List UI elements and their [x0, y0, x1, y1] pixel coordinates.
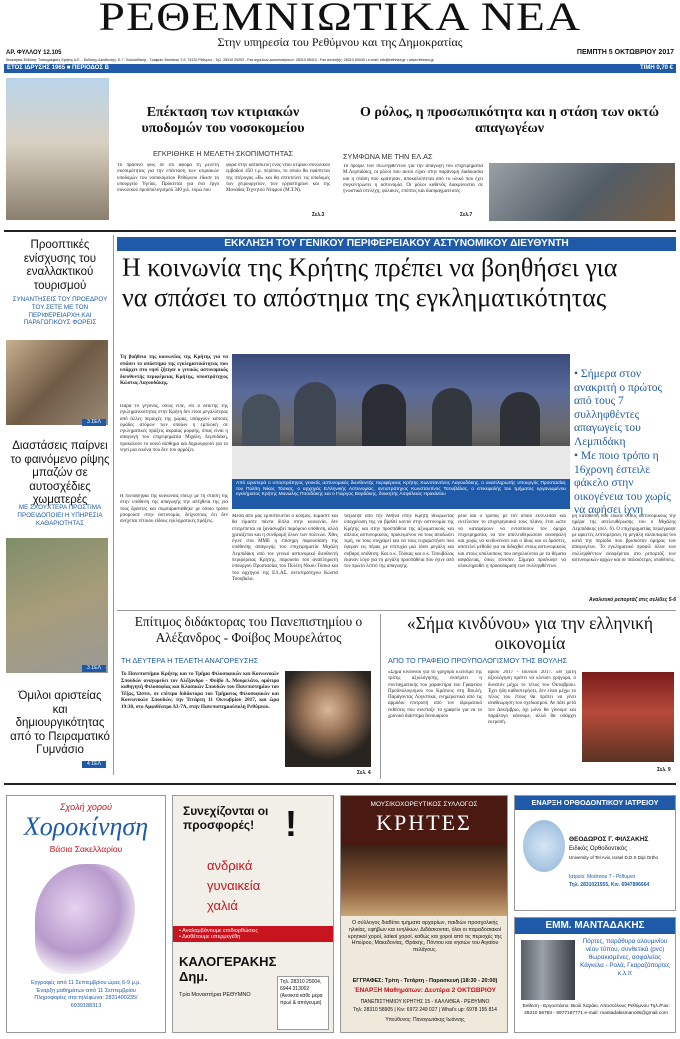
economy-kicker: ΑΠΟ ΤΟ ΓΡΑΦΕΙΟ ΠΡΟΫΠΟΛΟΓΙΣΜΟΥ ΤΗΣ ΒΟΥΛΗΣ	[388, 656, 568, 665]
economy-body-2: αρίου 2017 - Ιουνίου 2017. «Η τρίτη αξιολόγηση πρέπει να κλείσει γρήγορα, ο δυνατόν μέχρι το τέλος του Οκτωβρίου. Έχει ήδη καθυστερήσει, δεν είναι μέχρι το τέλος του έτους θα πρέπει να γίνει αναθεώρηση του σχεδιασμού. Αν πάει μετά τον Δεκέμβριο, όχι μόνο θα γίνουμε και παράλογο κάνουμε, αλλά θα υπάρχει εκτροπή.	[488, 670, 576, 726]
ad-carpets-item: χαλιά	[207, 898, 238, 913]
lead-sidebar	[574, 368, 676, 518]
ad-mantadakis-name: ΕΜΜ. ΜΑΝΤΑΔΑΚΗΣ	[515, 918, 675, 934]
tourism-headline[interactable]: Προοπτικές ενίσχυσης του εναλλακτικού τουρισμού	[23, 239, 97, 292]
ad-orthodontist-title: Ειδικός Ορθοδοντικός	[569, 846, 628, 852]
ad-carpets-item: γυναικεία	[207, 878, 261, 893]
ad-carpets[interactable]	[172, 795, 334, 1033]
professor-kicker: ΤΗ ΔΕΥΤΕΡΑ Η ΤΕΛΕΤΗ ΑΝΑΓΟΡΕΥΣΗΣ	[121, 656, 259, 665]
hostages-kicker: ΣΥΜΦΩΝΑ ΜΕ ΤΗΝ ΕΛ.ΑΣ	[343, 152, 433, 161]
person-figure	[362, 384, 406, 454]
ad-dance-school-label: Σχολή χορού	[60, 802, 112, 812]
hospital-body-2: φορά στην κατασκευή ενός νέου κτιρίου συνολικού εμβαδού 450 τ.μ. περίπου, το οποίο θα εφάπτεται της πτέρυγας «Β» και θα επεκτείνει τις υποδομές των χειρουργείων, των εργαστηρίων και της Μονάδας Τεχνητού Νεφρού (Μ.Τ.Ν).	[226, 163, 330, 194]
lead-banner: ΕΚΚΛΗΣΗ ΤΟΥ ΓΕΝΙΚΟΥ ΠΕΡΙΦΕΡΕΙΑΚΟΥ ΑΣΤΥΝΟΜΙΚΟΥ ΔΙΕΥΘΥΝΤΗ	[117, 237, 676, 251]
ad-carpets-offer-2: • Διαθέτουμε υπερμεγέθη	[179, 934, 241, 940]
mid-divider	[117, 610, 676, 611]
ad-mantadakis-text: Πόρτες, παράθυρα αλουμινίου νέου τύπου, συνθετικά (pvc) θωρακισμένες, ασφαλείας Κάγκελα - Ρολά, Γκαραζόπορτες κ.λ.π	[580, 938, 670, 977]
lead-headline[interactable]: Η κοινωνία της Κρήτης πρέπει να βοηθήσει για να σπάσει το απόστημα της εγκληματικότητας	[122, 253, 618, 312]
professor-photo	[285, 671, 371, 767]
lead-body-2: Μέσα από μας εμπιστεύεται ο κόσμος. Είμαστε και θα είμαστε πάντα δίπλα στην κοινωνία, δεν επιτρέπεται να ξανασυμβεί παρόμοιο υπόθεση, αλλά χρειάζεται και η συνδρομή όλων των πολιτών. Χθες έγινε στα ΜΜΕ η επίσημη παρουσίαση της υπόθεσης απαγωγής του επιχειρηματία Μιχάλη Λεμπιδάκη από τον γενικό αστυνομικό διευθυντή περιφέρειας Κρήτης, παρουσία του αναπληρωτή υπουργού Προστασίας του Πολίτη Νίκου Τόσκα και του αρχηγού της ΕΛ.ΑΣ. αντιστράτηγου Κώστα Τσουβαλα.	[232, 514, 338, 582]
issue-number: ΑΡ. ΦΥΛΛΟΥ 12.105	[6, 50, 62, 56]
hospital-kicker: ΕΓΚΡΙΘΗΚΕ Η ΜΕΛΕΤΗ ΣΚΟΠΙΜΟΤΗΤΑΣ	[153, 149, 293, 158]
ad-krites-phone: Τηλ: 28310 58905 | Κιν: 6972 249 027 | What's up: 6978 155 814	[353, 1007, 497, 1013]
ad-orthodontist-phone: Τηλ. 2831021555, Κιν. 6947896664	[569, 882, 650, 888]
hospital-page-ref[interactable]: Σελ.3	[312, 212, 325, 218]
ads-divider	[4, 783, 676, 785]
ad-carpets-offers	[173, 926, 333, 942]
person-figure	[294, 382, 336, 454]
gymnasium-page-ref[interactable]: 4 ΣΕΛ	[82, 761, 106, 768]
ad-krites-registration: ΕΓΓΡΑΦΕΣ: Τρίτη - Τετάρτη - Παρασκευή (18:30 - 20:00)	[352, 978, 498, 984]
lead-body-1b: Η πλειοψηφία της κοινωνίας έδειξε με τη στάση της στην υπόθεση της απαγωγής την απέχθεια της για τους δράστες και συμπαραστάθηκε με όποιο τρόπο μπορούσε στην αστυνομία, δείχνοντας ότι δεν ανέχεται τέτοιου είδους εγκληματικές πράξεις.	[120, 494, 228, 525]
ad-krites-address: ΠΑΝΕΠΙΣΤΗΜΙΟΥ ΚΡΗΤΗΣ 15 - ΚΑΛΛΙΘΕΑ - ΡΕΘΥΜΝΟ	[360, 999, 490, 1005]
masthead	[0, 0, 680, 49]
exclamation-icon: !	[285, 803, 297, 844]
sidebar-point-1: • Σήμερα στον ανακριτή ο πρώτος από τους 7 συλληφθέντες απαγωγείς του Λεμπιδάκη	[574, 368, 663, 448]
lead-intro: Τη βοήθεια της κοινωνίας της Κρήτης για να σπάσει το απόστημα της εγκληματικότητας που υπάρχει στο νησί ζήτησε ο γενικός αστυνομικός διευθυντής περιφέρειας Κρήτης, υποστράτηγος Κώστας Λαγουδάκης.	[120, 354, 228, 386]
economy-page-ref[interactable]: Σελ. 9	[657, 767, 671, 773]
lead-photo	[232, 354, 570, 479]
info-bar: ΕΤΟΣ ΙΔΡΥΣΗΣ 1965 ■ ΠΕΡΙΟΔΟΣ Β ΤΙΜΗ 0,70 €	[4, 64, 676, 73]
lead-body-4: ρεια και ο τρόπος με τον οποίο εκτέλεσαν και εκτέλεσαν το επιχειρησιακό τους πλάνο, έτσι ώστε να καταφέρουν να εντοπίσουν τον όμηρο επιχειρηματία, να τον απελευθερώσουν ανασφαλή και χωρίς να κινδυνεύσει και ο ίδιος και οι δράστες, αποτελεί μέθοδο για να διδαχθεί στους αστυνομικούς και στους υπόλοιπους που ασχολούνται με τα θέματα ασφάλειας, όπως τόνισαν. Σήμερα προέκυψε να ολοκληρωθεί η προανάκριση των συλληφθέντων.	[458, 514, 566, 570]
ad-orthodontist[interactable]	[514, 795, 676, 911]
newspaper-subtitle: Στην υπηρεσία του Ρεθύμνου και της Δημοκρατίας	[217, 35, 463, 49]
bottom-column-divider	[380, 614, 381, 779]
rubble-photo	[6, 538, 108, 673]
ad-mantadakis[interactable]	[514, 917, 676, 1033]
ad-dance-school-name: Χοροκίνηση	[23, 812, 149, 841]
ad-krites[interactable]	[340, 795, 508, 1033]
ad-krites-photo	[341, 846, 507, 916]
ad-carpets-item: ανδρικά	[207, 858, 253, 873]
ad-krites-org: ΜΟΥΣΙΚΟΧΟΡΕΥΤΙΚΟΣ ΣΥΛΛΟΓΟΣ	[370, 801, 478, 808]
professor-page-ref[interactable]: Σελ. 4	[357, 770, 371, 776]
ad-carpets-phone: Τηλ. 28310 25004, 6944 313002 (Ανοικτά κάθε μέρα πρωί & απόγευμα)	[277, 976, 329, 1030]
professor-body: Το Πανεπιστήμιο Κρήτης και το Τμήμα Φιλοσοφικών και Κοινωνικών Σπουδών αναγορεύει τον Αλέξανδρο - Φοίβο Δ. Μουρελάτο, ομότιμο καθηγητή Φιλοσοφίας και Κλασικών Σπουδών του Πανεπιστημίου του Τέξας, Ώστιν, σε επίτιμο διδάκτορα του Τμήματος Φιλοσοφικών και Κοινωνικών Σπουδών, την Τετάρτη 11 Οκτωβρίου 2017, και ώρα 19:30, στο Αμφιθέατρο Δ3-7Α, στην Πανεπιστημιούπολη Ρεθύμνου.	[121, 671, 279, 710]
hospital-body-1: Το πράσινο φως σε ότι αφορά τη μελέτη σκοπιμότητας για την επέκταση των κτιριακών υποδομών του νοσοκομείου Ρεθύμνου έδωσε το υπουργείο Υγείας. Πρόκειται για ένα έργο συνολικού προϋπολογισμού 340 χιλ. ευρώ που	[117, 163, 219, 194]
top-divider	[4, 230, 676, 232]
ad-mantadakis-address: Έκθεση - Εργοστάσιο: Βιολί Χαράκι, Αποστόλους Ρεθύμνου Τηλ./Fax: 28310 56783 - 6977187771 e-mail: mantadakismanolis@gmail.com	[522, 1004, 670, 1016]
economy-body-1: «Σήμα κινδύνου για το γρήγορο κλείσιμο της τρίτης αξιολόγησης, εκπέμπει η συνταγματικής του χαρακτήρα του Γραφείου Προϋπολογισμού του Κράτους στη Βουλή, Παράγοντας Λογιστικά, ενημερωτικά από τις αρμόδιο επιτροπή από τον ιδρυματικό εκθέσεις που συνέταξε το γραφείο για να το χρονικό διάστημα Ιανουαρίου	[388, 670, 482, 720]
ad-carpets-items	[207, 856, 307, 916]
hospital-headline[interactable]: Επέκταση των κτιριακών υποδομών του νοσοκομείου	[141, 105, 305, 136]
person-figure	[432, 388, 472, 454]
hostages-photo	[489, 163, 675, 221]
hospital-photo	[6, 78, 109, 220]
ad-orthodontist-address: Ιατρείο: Μοάτσου 7 - Ρέθυμνο	[569, 874, 636, 880]
rubble-kicker: ΜΕ ΣΧΟΥΧΤΕΡΑ ΠΡΟΣΤΙΜΑ ΠΡΟΕΙΔΟΠΟΙΕΙ Η ΥΠΗΡΕΣΙΑ ΚΑΘΑΡΙΟΤΗΤΑΣ	[17, 504, 103, 527]
lead-body-3: ταξίδεψε από την Αθήνα στην Κρήτη θεωρώντας υποχρέωση της να βρεθεί κοντά στην αστυνομία της Κρήτης και στην προσπάθεια της αξιωματικούς και απλούς αστυνομικούς, προκειμένου να τους αποδώσει τιμή, να τους συγχαρεί και να τους ευχαριστήσει που έφεραν εις πέρας με επιτυχία μια τόσο μεγάλη και σοβαρή υπόθεση. Και ο κ. Τόσκας και ο κ. Τσουβάλας έκαναν λόγο για τη μεγάλη προσπάθεια που έγινε από τον πρώτο λεπτό της απαγωγής.	[344, 514, 454, 570]
parliament-photo	[582, 672, 674, 762]
ad-carpets-address: Τρία Μοναστήρια ΡΕΘΥΜΝΟ	[179, 992, 251, 998]
professor-headline[interactable]: Επίτιμος διδάκτορας του Πανεπιστημίου ο Αλέξανδρος - Φοίβος Μουρελάτος	[134, 614, 363, 645]
dancer-illustration	[35, 864, 135, 974]
ad-carpets-headline: Συνεχίζονται οι προσφορές!	[183, 804, 269, 832]
rubble-headline[interactable]: Διαστάσεις παίρνει το φαινόμενο ρίψης μπαζών σε αυτοσχέδιες χωματερές	[10, 440, 110, 506]
tourism-photo	[6, 340, 108, 425]
rubble-page-ref[interactable]: 3 ΣΕΛ	[82, 665, 106, 672]
newspaper-title: ΡΕΘΕΜΝΙΩΤΙΚΑ ΝΕΑ	[98, 0, 582, 39]
ad-dance-school[interactable]	[6, 795, 166, 1033]
lead-page-ref[interactable]: Αναλυτικό ρεπορτάζ στις σελίδες 5-6	[589, 597, 676, 603]
ad-dance-school-person: Βάσια Σακελλαρίου	[49, 844, 123, 854]
ad-carpets-offer-1: • Αναλαμβάνουμε επιδιορθώσεις	[179, 928, 258, 934]
hostages-page-ref[interactable]: Σελ.7	[460, 212, 473, 218]
price: ΤΙΜΗ 0,70 €	[639, 65, 673, 71]
press-table	[232, 446, 570, 479]
ad-krites-responsible: Υπεύθυνος: Παναγιωτάκης Ιωάννης	[385, 1017, 465, 1023]
ad-orthodontist-university: University of Tel Aviv, Israel D.D.S Dipl Ortho	[569, 855, 659, 860]
year-founded: ΕΤΟΣ ΙΔΡΥΣΗΣ 1965	[7, 65, 66, 71]
sidebar-point-2: • Με ποιο τρόπο η 16χρονη έστειλε φάκελο στην οικογένεια του χωρίς να αφήσει ίχνη	[574, 450, 671, 516]
lead-body-5: ρη κατάθεση που έδωσε στους αστυνομικούς την ημέρα της απελευθέρωσης του ο Μιχάλης Λεμπιδάκης (σελ. 6). Ο επιχειρηματίας περιέγραψε με αρκετές λεπτομέρειες τη μεγάλη ταλαιπωρία του κατά την περίοδο που βρισκόταν όμηρος των απαγωγέων. Το εγκληματικό προφίλ όλων των συλληφθέντων αναφέρεται στο ρεπορτάζ των αστυνομικών αρχών και σε παλαιότερες υποθέσεις.	[572, 514, 676, 564]
gymnasium-headline[interactable]: Όμιλοι αριστείας και δημιουργικότητας από το Πειραματικό Γυμνάσιο	[10, 690, 110, 756]
tourism-kicker: ΣΥΝΑΝΤΗΣΕΙΣ ΤΟΥ ΠΡΟΕΔΡΟΥ ΤΟΥ ΣΕΤΕ ΜΕ ΤΟΝ ΠΕΡΙΦΕΡΕΙΑΡΧΗ ΚΑΙ ΠΑΡΑΓΩΓΙΚΟΥΣ ΦΟΡΕΙΣ	[12, 296, 108, 327]
issue-date: ΠΕΜΠΤΗ 5 ΟΚΤΩΒΡΙΟΥ 2017	[576, 49, 674, 56]
hostages-headline[interactable]: Ο ρόλος, η προσωπικότητα και η στάση των οκτώ απαγωγέων	[360, 105, 659, 136]
lead-photo-caption: Από αριστερά ο υποστράτηγος γενικός αστυνομικός διευθυντής περιφέρειας Κρήτης Κωνσταντίνος Λαγουδάκης, ο αναπληρωτής υπουργός Προστασίας του Πολίτη Νίκος Τόσκας, ο αρχηγός ΕΛληνικής Αστυνομίας, αντιστράτηγος Κωνσταντίνος Τσουβάλας, ο επικεφαλής του τμήματος οργανωμένου εγκλήματος Κρήτης Μανώλης Πιτσιδάκης και ο Γιώργος Βαρδάκης, διοικητής Ασφάλειας Ηρακλείου	[232, 479, 570, 509]
tourism-page-ref[interactable]: 3 ΣΕΛ	[82, 419, 106, 426]
lead-body-1: Παρά το γεγονός, όπως είπε, ότι ο δείκτης της εγκληματικότητας στην Κρήτη δεν είναι μεγαλύτερος από άλλες περιοχές της χώρας, υπάρχουν κάποιες ομάδες ατόμων των οποίων η εμπλοκή σε εγκληματικές πράξεις ακραίας μορφής, όπως είναι η απαγωγή του επιχειρηματία Μιχάλη Λεμπιδάκη, προκαλούν το κοινό αίσθημα και δημιουργούν για το νησί μια εικόνα που δεν του αρμόζει.	[120, 404, 228, 454]
ad-krites-start: ΈΝΑΡΞΗ Μαθημάτων: Δευτέρα 2 ΟΚΤΩΒΡΙΟΥ	[354, 987, 496, 994]
period: ΠΕΡΙΟΔΟΣ Β	[72, 65, 109, 71]
ad-dance-school-info: Εγγραφές από 11 Σεπτεμβρίου ώρες 6-9 μ.μ. Έναρξη μαθημάτων από 11 Σεπτεμβρίου Πληροφορίες στα τηλέφωνα: 2831400235/ 6939188313	[31, 980, 141, 1009]
imprint: Ιδιοκτησία-Έκδοση: Τυπογραφικές Κρήτης Α.Ε. - Εκδότης-Διευθυντής: Ε. Γ. Χαλκιαδάκης - Γραφεία: Μοάτσου 7-9, 74132 Ρέθυμνο - Τηλ. 28310 29292 - Fax αγγελιών-κοινοποιήσεων: 28310 55413 - Fax σύνταξης: 28310 50040 • e-mail: info@rethnea.gr • www.rethnea.gr	[6, 58, 434, 62]
left-column-divider	[113, 235, 114, 775]
hostages-body: Το προφίλ των συλληφθέντων για την απαγωγή του επιχειρηματία Μ.Λεμπιδάκη, οι ρόλοι που αυτοί είχαν στην παράνομη διαδικασία και η στάση που κράτησαν, αποκαλύπτεται από το υλικό που έχει συγκεντρώσει η αστυνομία. Οι ρόλοι καθενός διακρίνονται σε γνωστικά στελέχη, φύλακες, επόπτες και διαπραγματευτές	[343, 164, 483, 195]
ad-krites-name: ΚΡΗΤΕΣ	[376, 810, 472, 835]
tooth-icon	[523, 820, 565, 872]
person-figure	[242, 394, 280, 454]
person-figure	[500, 392, 540, 454]
ad-orthodontist-name: ΘΕΟΔΩΡΟΣ Γ. ΦΙΛΣΑΚΗΣ	[569, 836, 649, 843]
ad-orthodontist-header: ΕΝΑΡΞΗ ΟΡΘΟΔΟΝΤΙΚΟΥ ΙΑΤΡΕΙΟΥ	[515, 796, 675, 810]
ad-krites-text: Ο σύλλογος διαθέτει τμήματα αρχαρίων, παιδιών προσχολικής ηλικίας, εφήβων και ενηλίκων. Διδάσκονται, όλοι οι παραδοσιακοί κρητικοί χοροί, λαϊκοί χοροί, καθώς και χοροί από τις περιοχές της Ηπείρου, Μακεδονίας, Θράκης, Πόντου και νησιών του Αιγαίου πελάγους.	[348, 920, 502, 954]
economy-headline[interactable]: «Σήμα κινδύνου» για την ελληνική οικονομία	[406, 613, 654, 653]
ad-carpets-brand: ΚΑΛΟΓΕΡΑΚΗΣ Δημ.	[179, 954, 277, 984]
window-illustration	[521, 940, 575, 1000]
